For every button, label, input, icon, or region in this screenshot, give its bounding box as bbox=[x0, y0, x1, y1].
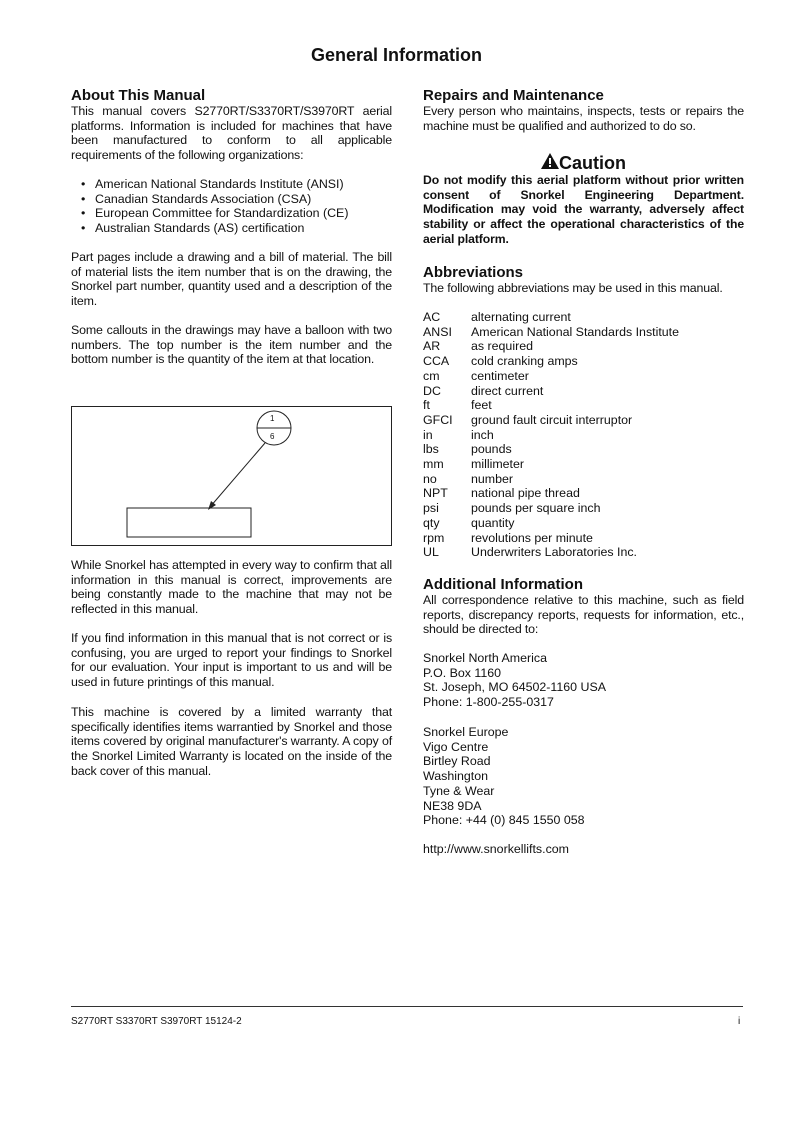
abbreviation-term: AC bbox=[423, 310, 441, 324]
abbreviation-row bbox=[423, 428, 744, 443]
abbreviation-row bbox=[423, 398, 744, 413]
abbreviation-meaning: pounds bbox=[471, 442, 512, 457]
abbreviation-term: GFCI bbox=[423, 412, 453, 427]
address-line: Washington bbox=[423, 769, 488, 784]
abbreviation-row bbox=[423, 531, 744, 546]
list-item: • European Committee for Standardization (CE) bbox=[95, 206, 416, 221]
abbreviations-list bbox=[423, 310, 744, 560]
abbreviation-term: DC bbox=[423, 383, 441, 398]
phone-line: Phone: 1-800-255-0317 bbox=[423, 695, 554, 710]
abbreviations-intro: The following abbreviations may be used in this manual. bbox=[423, 281, 723, 295]
abbreviation-meaning: number bbox=[471, 471, 514, 486]
abbreviations-heading: Abbreviations bbox=[423, 264, 524, 281]
balloon-quantity: 6 bbox=[270, 432, 275, 441]
abbreviation-meaning: centimeter bbox=[471, 368, 529, 383]
abbreviation-term: psi bbox=[423, 501, 439, 516]
abbreviation-row bbox=[423, 516, 744, 531]
abbreviation-row bbox=[423, 369, 744, 384]
page-title: General Information bbox=[310, 45, 483, 65]
address-line: Vigo Centre bbox=[423, 739, 489, 754]
abbreviation-term: NPT bbox=[423, 486, 448, 501]
report-paragraph: If you find information in this manual that is not correct or is confusing, you are urged to report your findings to Snorkel for our evaluation. Your input is important to us and will be used in future printings of this manual. bbox=[71, 631, 392, 690]
abbreviation-term: UL bbox=[423, 545, 439, 560]
callouts-paragraph: Some callouts in the drawings may have a balloon with two numbers. The top number is the item number and the bottom number is the quantity of the item at that location. bbox=[71, 323, 392, 367]
list-item: • Australian Standards (AS) certification bbox=[95, 221, 416, 236]
abbreviation-term: rpm bbox=[423, 530, 445, 545]
repairs-heading: Repairs and Maintenance bbox=[423, 87, 604, 104]
abbreviation-term: qty bbox=[423, 515, 440, 530]
page-number: i bbox=[738, 1016, 741, 1027]
abbreviation-row bbox=[423, 545, 744, 560]
abbreviation-term: AR bbox=[423, 339, 441, 354]
website-link[interactable]: http://www.snorkellifts.com bbox=[423, 842, 569, 856]
footer-model-code: S2770RT S3370RT S3970RT 15124-2 bbox=[71, 1016, 242, 1027]
abbreviation-meaning: direct current bbox=[471, 383, 544, 398]
address-line: Tyne & Wear bbox=[423, 783, 495, 798]
abbreviation-meaning: quantity bbox=[471, 515, 515, 530]
address-line: Snorkel North America bbox=[423, 651, 547, 665]
abbreviation-meaning: cold cranking amps bbox=[471, 354, 578, 369]
caution-text: Do not modify this aerial platform without prior written consent of Snorkel Engineering Department. Modification may void the warranty, adversely affect stability or affect the operational characteristics of the aerial platform. bbox=[423, 173, 744, 246]
abbreviation-meaning: feet bbox=[471, 398, 492, 413]
abbreviations-section bbox=[423, 264, 744, 296]
caution-section bbox=[423, 153, 744, 247]
address-line: St. Joseph, MO 64502-1160 USA bbox=[423, 680, 606, 695]
abbreviation-term: mm bbox=[423, 457, 444, 472]
abbreviation-meaning: pounds per square inch bbox=[471, 501, 601, 516]
abbreviation-row bbox=[423, 310, 744, 325]
abbreviation-row bbox=[423, 354, 744, 369]
abbreviation-term: CCA bbox=[423, 354, 450, 369]
caution-heading bbox=[423, 153, 744, 173]
warning-triangle-icon bbox=[541, 153, 559, 169]
address-line: Snorkel Europe bbox=[423, 725, 509, 739]
part-pages-paragraph: Part pages include a drawing and a bill of material. The bill of material lists the item number that is on the drawing, the Snorkel part number, quantity used and a description of the item. bbox=[71, 250, 392, 309]
abbreviation-meaning: national pipe thread bbox=[471, 486, 580, 501]
about-intro: This manual covers S2770RT/S3370RT/S3970RT aerial platforms. Information is included for machines that have been manufactured to conform to all applicable requirements of the following organizations: bbox=[71, 104, 392, 163]
abbreviation-term: lbs bbox=[423, 442, 439, 457]
warranty-paragraph: This machine is covered by a limited warranty that specifically identifies items warrantied by Snorkel and those items covered by original manufacturer's warranty. A copy of the Snorkel Limited Warranty is located on the inside of the back cover of this manual. bbox=[71, 705, 392, 778]
address-line: P.O. Box 1160 bbox=[423, 665, 502, 680]
balloon-diagram bbox=[71, 406, 392, 546]
abbreviation-term: cm bbox=[423, 368, 440, 383]
list-item: • Canadian Standards Association (CSA) bbox=[95, 192, 416, 207]
abbreviation-meaning: ground fault circuit interruptor bbox=[471, 412, 633, 427]
abbreviation-meaning: as required bbox=[471, 339, 533, 354]
abbreviation-term: ANSI bbox=[423, 324, 452, 339]
caution-label: Caution bbox=[559, 153, 626, 173]
europe-address bbox=[423, 725, 744, 828]
footer-divider bbox=[71, 1006, 743, 1007]
north-america-address bbox=[423, 651, 744, 710]
address-line: Birtley Road bbox=[423, 754, 491, 769]
accuracy-paragraph: While Snorkel has attempted in every way to confirm that all information in this manual is correct, improvements are being constantly made to the machine that may not be reflected in this manual. bbox=[71, 558, 392, 617]
abbreviation-row bbox=[423, 486, 744, 501]
address-line: NE38 9DA bbox=[423, 798, 482, 813]
repairs-section bbox=[423, 87, 744, 133]
abbreviation-meaning: millimeter bbox=[471, 457, 525, 472]
additional-text: All correspondence relative to this machine, such as field reports, discrepancy reports, requests for information, etc., should be directed to: bbox=[423, 593, 744, 637]
about-heading: About This Manual bbox=[71, 87, 206, 104]
abbreviation-row bbox=[423, 384, 744, 399]
abbreviation-meaning: American National Standards Institute bbox=[471, 324, 679, 339]
abbreviation-row bbox=[423, 472, 744, 487]
additional-heading: Additional Information bbox=[423, 576, 583, 593]
about-section bbox=[71, 87, 392, 163]
abbreviation-row bbox=[423, 457, 744, 472]
abbreviation-meaning: Underwriters Laboratories Inc. bbox=[471, 545, 637, 560]
balloon-callout-drawing bbox=[71, 406, 392, 546]
abbreviation-term: no bbox=[423, 471, 437, 486]
repairs-text: Every person who maintains, inspects, tests or repairs the machine must be qualified and authorized to do so. bbox=[423, 104, 744, 133]
balloon-item-number: 1 bbox=[270, 414, 275, 423]
abbreviation-term: in bbox=[423, 427, 433, 442]
organization-list bbox=[71, 177, 416, 236]
abbreviation-row bbox=[423, 339, 744, 354]
abbreviation-term: ft bbox=[423, 398, 430, 413]
abbreviation-meaning: alternating current bbox=[471, 310, 571, 324]
phone-line: Phone: +44 (0) 845 1550 058 bbox=[423, 813, 585, 828]
abbreviation-meaning: revolutions per minute bbox=[471, 530, 593, 545]
abbreviation-row bbox=[423, 325, 744, 340]
abbreviation-meaning: inch bbox=[471, 427, 494, 442]
abbreviation-row bbox=[423, 501, 744, 516]
additional-section bbox=[423, 576, 744, 637]
abbreviation-row bbox=[423, 413, 744, 428]
list-item: • American National Standards Institute (ANSI) bbox=[95, 177, 416, 192]
abbreviation-row bbox=[423, 442, 744, 457]
